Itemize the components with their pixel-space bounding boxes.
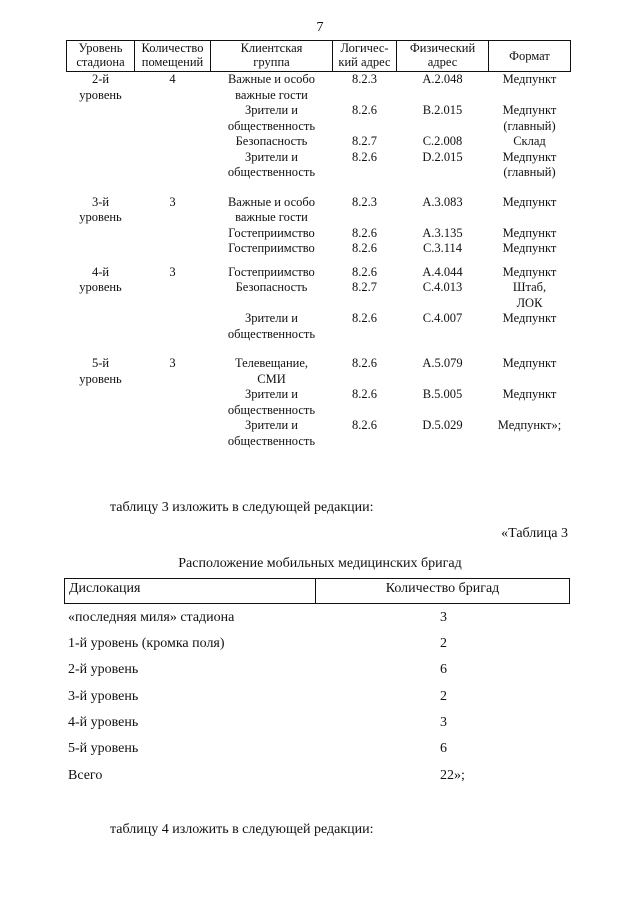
table3-title: Расположение мобильных медицинских бригад bbox=[178, 556, 462, 571]
table-row-total bbox=[68, 768, 568, 788]
brigade-count-cell: 3 bbox=[440, 715, 447, 730]
table-row bbox=[67, 72, 571, 104]
table3-label: «Таблица 3 bbox=[501, 526, 568, 541]
physical-address-cell: A.3.135 bbox=[422, 225, 463, 240]
physical-address-cell: B.5.005 bbox=[422, 387, 463, 401]
physical-address-cell: B.2.015 bbox=[422, 103, 463, 117]
level-cell: 4-й уровень bbox=[79, 264, 122, 294]
client-group-cell: Зрители и общественность bbox=[227, 311, 316, 341]
table-row bbox=[68, 715, 568, 735]
table-row bbox=[68, 741, 568, 761]
header-format: Формат bbox=[489, 41, 571, 72]
brigades-table-header bbox=[64, 578, 570, 604]
physical-address-cell: A.4.044 bbox=[422, 264, 463, 279]
format-cell: Медпункт bbox=[502, 387, 557, 401]
page-number: 7 bbox=[316, 20, 324, 35]
logical-address-cell: 8.2.6 bbox=[352, 356, 377, 370]
client-group-cell: Зрители и общественность bbox=[227, 418, 316, 448]
location-cell: 2-й уровень bbox=[68, 662, 139, 677]
physical-address-cell: D.2.015 bbox=[422, 149, 463, 164]
header-client-group: Клиентская группа bbox=[211, 41, 333, 72]
physical-address-cell: D.5.029 bbox=[422, 418, 463, 432]
header-count: Количество помещений bbox=[135, 41, 211, 72]
brigade-count-cell: 3 bbox=[440, 610, 447, 625]
table-row bbox=[68, 636, 568, 656]
level-cell: 5-й уровень bbox=[79, 356, 122, 386]
client-group-cell: Важные и особо важные гости bbox=[227, 72, 316, 102]
format-cell: Медпункт bbox=[502, 264, 557, 279]
brigade-count-cell: 2 bbox=[440, 636, 447, 651]
logical-address-cell: 8.2.6 bbox=[352, 311, 377, 325]
client-group-cell: Гостеприимство bbox=[228, 241, 315, 255]
logical-address-cell: 8.2.7 bbox=[352, 134, 377, 148]
logical-address-cell: 8.2.3 bbox=[352, 72, 377, 86]
header-location: Дислокация bbox=[65, 579, 316, 603]
format-cell: Медпункт bbox=[502, 72, 557, 86]
format-cell: Склад bbox=[513, 134, 546, 148]
logical-address-cell: 8.2.6 bbox=[352, 264, 377, 279]
physical-address-cell: C.2.008 bbox=[422, 134, 463, 148]
format-cell: Медпункт bbox=[502, 225, 557, 240]
client-group-cell: Зрители и общественность bbox=[227, 149, 316, 179]
brigade-count-cell: 6 bbox=[440, 741, 447, 756]
client-group-cell: Важные и особо важные гости bbox=[227, 194, 316, 224]
client-group-cell: Гостеприимство bbox=[228, 264, 315, 279]
logical-address-cell: 8.2.6 bbox=[352, 387, 377, 401]
level-cell: 2-й уровень bbox=[79, 72, 122, 102]
format-cell: Медпункт (главный) bbox=[502, 149, 557, 179]
physical-address-cell: C.4.007 bbox=[422, 311, 463, 325]
table-header-row bbox=[67, 41, 571, 72]
table-row bbox=[67, 356, 571, 387]
format-cell: Медпункт (главный) bbox=[502, 103, 557, 133]
level-cell: 3-й уровень bbox=[79, 194, 122, 224]
location-cell: «последняя миля» стадиона bbox=[68, 610, 235, 625]
logical-address-cell: 8.2.6 bbox=[352, 225, 377, 240]
location-cell: Всего bbox=[68, 768, 103, 783]
client-group-cell: Телевещание, СМИ bbox=[234, 356, 309, 386]
logical-address-cell: 8.2.6 bbox=[352, 103, 377, 117]
client-group-cell: Безопасность bbox=[235, 134, 308, 148]
format-cell: Медпункт bbox=[502, 311, 557, 325]
format-cell: Медпункт bbox=[502, 194, 557, 209]
header-level: Уровень стадиона bbox=[67, 41, 135, 72]
count-cell: 4 bbox=[169, 72, 176, 86]
header-brigade-count: Количество бригад bbox=[385, 581, 500, 596]
instruction-table3: таблицу 3 изложить в следующей редакции: bbox=[110, 500, 374, 515]
client-group-cell: Безопасность bbox=[235, 280, 308, 294]
table-row bbox=[67, 195, 571, 226]
location-cell: 4-й уровень bbox=[68, 715, 139, 730]
logical-address-cell: 8.2.6 bbox=[352, 418, 377, 432]
client-group-cell: Зрители и общественность bbox=[227, 387, 316, 417]
placement-table bbox=[66, 40, 571, 449]
location-cell: 3-й уровень bbox=[68, 689, 139, 704]
table-row bbox=[68, 662, 568, 682]
brigade-count-cell: 2 bbox=[440, 689, 447, 704]
count-cell: 3 bbox=[169, 356, 176, 370]
table-row bbox=[68, 689, 568, 709]
count-cell: 3 bbox=[169, 264, 176, 279]
client-group-cell: Гостеприимство bbox=[228, 225, 315, 240]
header-logical-address: Логичес- кий адрес bbox=[333, 41, 397, 72]
table-row bbox=[68, 610, 568, 630]
format-cell: Медпункт bbox=[502, 356, 557, 370]
physical-address-cell: A.2.048 bbox=[422, 72, 463, 86]
format-cell: Медпункт»; bbox=[497, 418, 562, 432]
client-group-cell: Зрители и общественность bbox=[227, 103, 316, 133]
instruction-table4: таблицу 4 изложить в следующей редакции: bbox=[110, 822, 374, 837]
header-physical-address: Физический адрес bbox=[397, 41, 489, 72]
logical-address-cell: 8.2.7 bbox=[352, 280, 377, 294]
brigade-count-cell: 22»; bbox=[440, 768, 465, 783]
physical-address-cell: A.3.083 bbox=[422, 194, 463, 209]
physical-address-cell: A.5.079 bbox=[422, 356, 463, 370]
physical-address-cell: C.4.013 bbox=[422, 280, 463, 294]
count-cell: 3 bbox=[169, 194, 176, 209]
format-cell: Штаб, ЛОК bbox=[512, 280, 547, 310]
location-cell: 1-й уровень (кромка поля) bbox=[68, 636, 225, 651]
logical-address-cell: 8.2.6 bbox=[352, 149, 377, 164]
location-cell: 5-й уровень bbox=[68, 741, 139, 756]
logical-address-cell: 8.2.3 bbox=[352, 194, 377, 209]
brigade-count-cell: 6 bbox=[440, 662, 447, 677]
logical-address-cell: 8.2.6 bbox=[352, 241, 377, 255]
format-cell: Медпункт bbox=[502, 241, 557, 255]
table-row bbox=[67, 265, 571, 281]
physical-address-cell: C.3.114 bbox=[422, 241, 463, 255]
